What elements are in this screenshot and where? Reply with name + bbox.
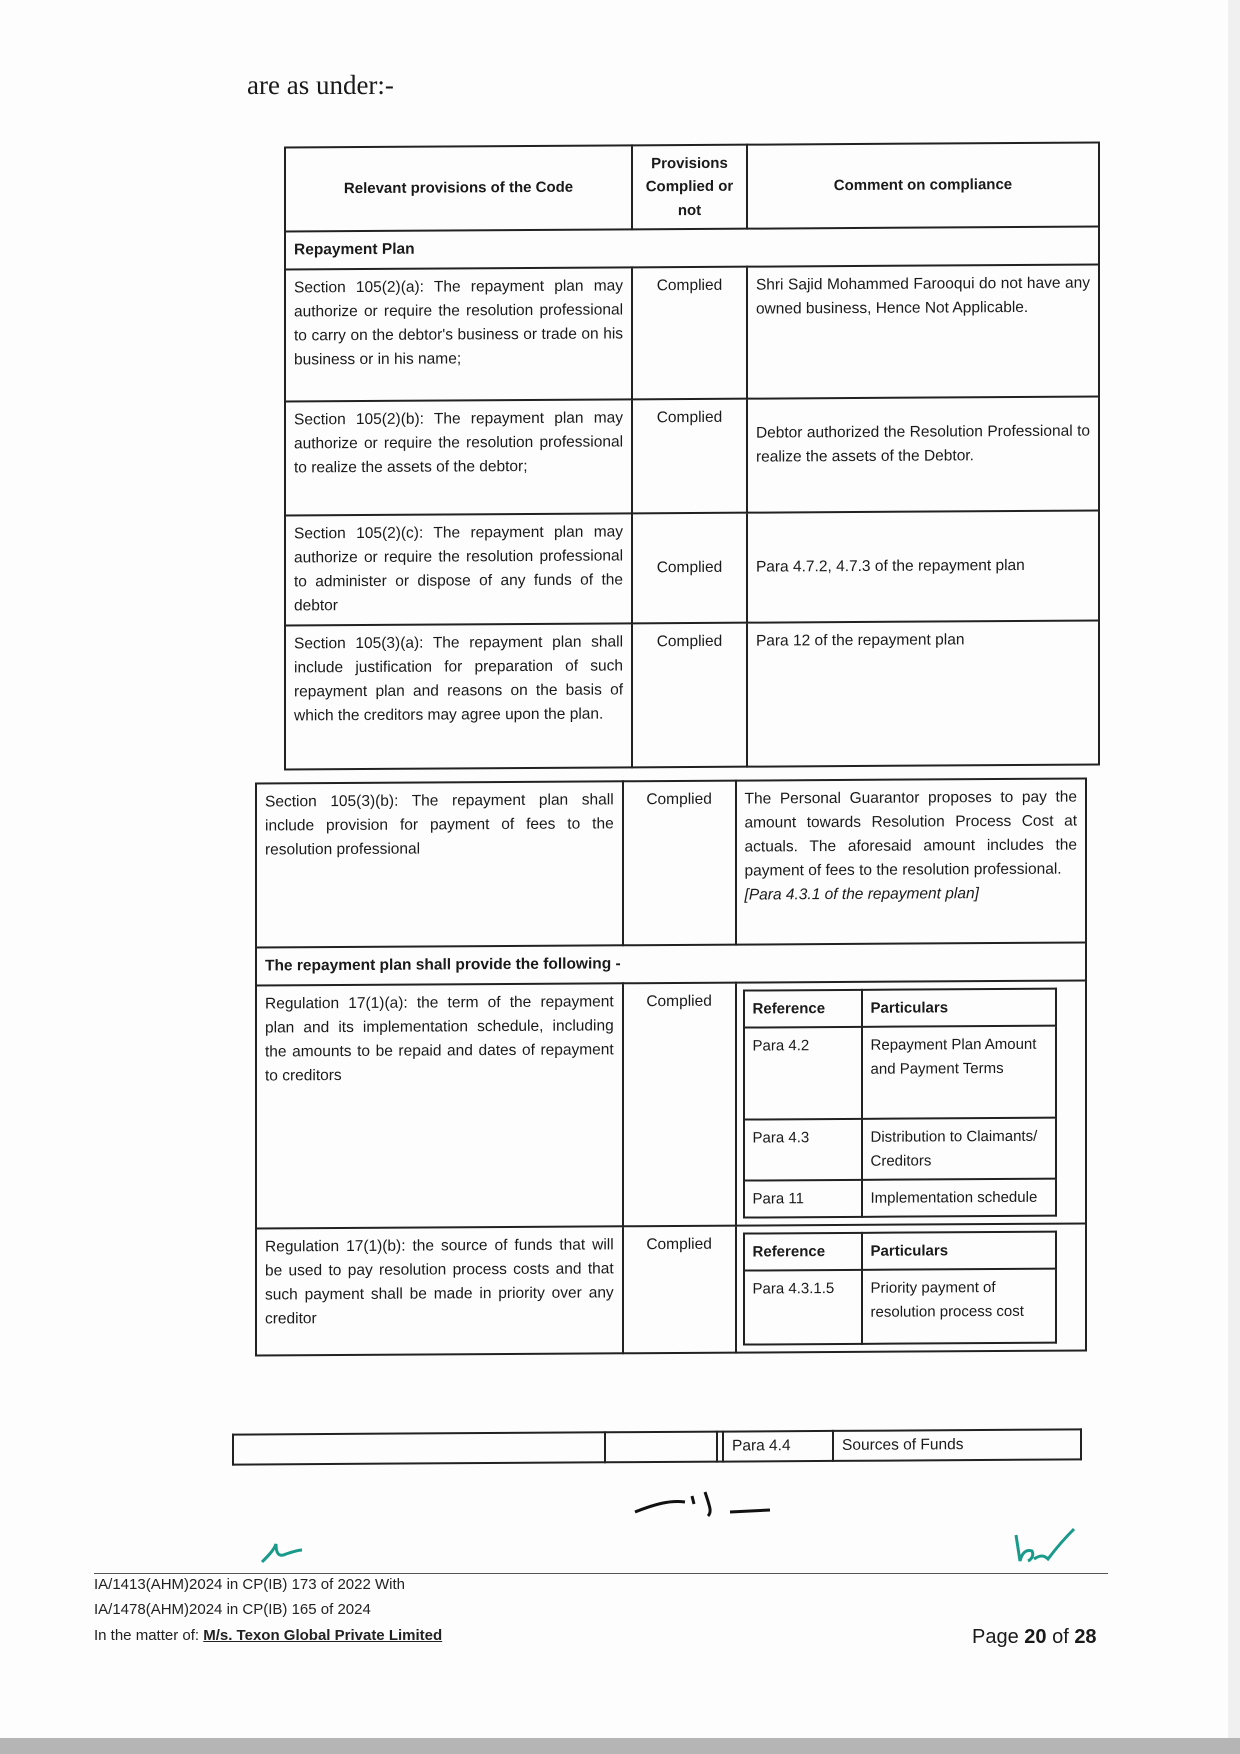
table-row: [285, 396, 1099, 515]
status-cell: Complied: [632, 398, 747, 513]
comment-text: The Personal Guarantor proposes to pay the amount towards Resolution Process Cost at actuals. The aforesaid amount includes the payment of fees to the resolution professional.: [744, 788, 1077, 880]
comment-cell: [736, 778, 1086, 944]
scan-edge: [1228, 0, 1240, 1738]
provision-cell: Section 105(3)(a): The repayment plan shall include justification for preparation of such repayment plan and reasons on the basis of which the creditors may agree upon the plan.: [285, 623, 632, 769]
provision-cell: Section 105(3)(b): The repayment plan shall include provision for payment of fees to the resolution professional: [256, 781, 623, 947]
reference-cell: Para 4.3: [744, 1119, 862, 1180]
footer-case-line-2: IA/1478(AHM)2024 in CP(IB) 165 of 2024: [94, 1601, 371, 1618]
reference-row: [744, 1269, 1056, 1345]
section-row: [256, 942, 1086, 985]
reference-header-row: [744, 1232, 1056, 1271]
footer-case-line-1: IA/1413(AHM)2024 in CP(IB) 173 of 2022 With: [94, 1576, 405, 1593]
page-current: 20: [1024, 1626, 1047, 1648]
matter-prefix: In the matter of:: [94, 1627, 204, 1644]
comment-reference: [Para 4.3.1 of the repayment plan]: [744, 885, 979, 904]
comment-cell: Debtor authorized the Resolution Professional to realize the assets of the Debtor.: [747, 396, 1099, 512]
provision-cell: Section 105(2)(b): The repayment plan may authorize or require the resolution professional to realize the assets of the debtor;: [285, 399, 632, 515]
page-mid: of: [1046, 1626, 1075, 1648]
initials-right-icon: [1010, 1525, 1080, 1570]
reference-row: [744, 1178, 1056, 1217]
page-number: [972, 1626, 1097, 1649]
compliance-table-3: [232, 1428, 1082, 1465]
table-row: [256, 980, 1086, 1228]
scan-bottom-bar: [0, 1738, 1240, 1754]
footer-matter-line: [94, 1627, 442, 1644]
particulars-cell: Repayment Plan Amount and Payment Terms: [862, 1026, 1056, 1119]
provision-cell: [233, 1432, 605, 1464]
status-cell: Complied: [632, 622, 747, 767]
table-row: [285, 620, 1099, 769]
section-label: The repayment plan shall provide the following -: [256, 942, 1086, 985]
provision-cell: Regulation 17(1)(b): the source of funds that will be used to pay resolution process costs and that such payment shall be made in priority over any creditor: [256, 1226, 623, 1355]
reference-cell: Para 4.2: [744, 1027, 862, 1120]
section-row: [285, 226, 1099, 269]
table-row: [256, 1223, 1086, 1355]
footer-divider: [94, 1573, 1108, 1574]
table-row: [285, 510, 1099, 625]
initials-left-icon: [256, 1538, 306, 1568]
particulars-cell: Distribution to Claimants/ Creditors: [862, 1118, 1056, 1180]
section-label: Repayment Plan: [285, 226, 1099, 269]
header-comment: Comment on compliance: [747, 143, 1099, 229]
status-cell: [605, 1432, 717, 1463]
table-row: [285, 264, 1099, 401]
matter-company: M/s. Texon Global Private Limited: [203, 1627, 443, 1644]
provision-cell: Regulation 17(1)(a): the term of the repayment plan and its implementation schedule, including the amounts to be repaid and dates of repayment to creditors: [256, 983, 623, 1228]
reference-table: [743, 1231, 1057, 1346]
compliance-table-2: [255, 777, 1087, 1356]
comment-cell: Shri Sajid Mohammed Farooqui do not have any owned business, Hence Not Applicable.: [747, 264, 1099, 398]
reference-header: Reference: [744, 990, 862, 1028]
particulars-header: Particulars: [862, 1232, 1056, 1270]
table-header-row: [285, 143, 1099, 232]
reference-cell: Para 4.3.1.5: [744, 1270, 862, 1345]
status-cell: Complied: [632, 512, 747, 623]
page-total: 28: [1074, 1626, 1097, 1648]
comment-cell: [736, 1223, 1086, 1352]
status-cell: Complied: [632, 266, 747, 399]
header-complied: Provisions Complied or not: [632, 145, 747, 229]
reference-cell: Para 11: [744, 1180, 862, 1218]
compliance-table-1: [284, 142, 1100, 771]
handwritten-signature-center: [630, 1482, 780, 1522]
particulars-cell: Implementation schedule: [862, 1178, 1056, 1216]
table-row: [256, 778, 1086, 947]
status-cell: Complied: [623, 781, 736, 946]
page-prefix: Page: [972, 1626, 1025, 1648]
comment-cell: Para 12 of the repayment plan: [747, 620, 1099, 766]
reference-header: Reference: [744, 1233, 862, 1271]
comment-cell: [736, 980, 1086, 1225]
intro-text: are as under:-: [247, 70, 394, 100]
reference-row: [744, 1118, 1056, 1180]
reference-cell: Para 4.4: [723, 1431, 833, 1462]
status-cell: Complied: [623, 983, 736, 1227]
status-cell: Complied: [623, 1226, 736, 1354]
particulars-header: Particulars: [862, 989, 1056, 1027]
particulars-cell: Sources of Funds: [833, 1429, 1081, 1461]
reference-header-row: [744, 989, 1056, 1028]
header-provisions: Relevant provisions of the Code: [285, 145, 632, 231]
provision-cell: Section 105(2)(c): The repayment plan may authorize or require the resolution professional to administer or dispose of any funds of the debtor: [285, 513, 632, 625]
reference-row: [744, 1026, 1056, 1120]
particulars-cell: Priority payment of resolution process cost: [862, 1269, 1056, 1344]
comment-cell: Para 4.7.2, 4.7.3 of the repayment plan: [747, 510, 1099, 622]
reference-table: [743, 988, 1057, 1219]
provision-cell: Section 105(2)(a): The repayment plan may authorize or require the resolution professional to carry on the debtor's business or trade on his business or in his name;: [285, 267, 632, 401]
table-row: [233, 1429, 1081, 1464]
